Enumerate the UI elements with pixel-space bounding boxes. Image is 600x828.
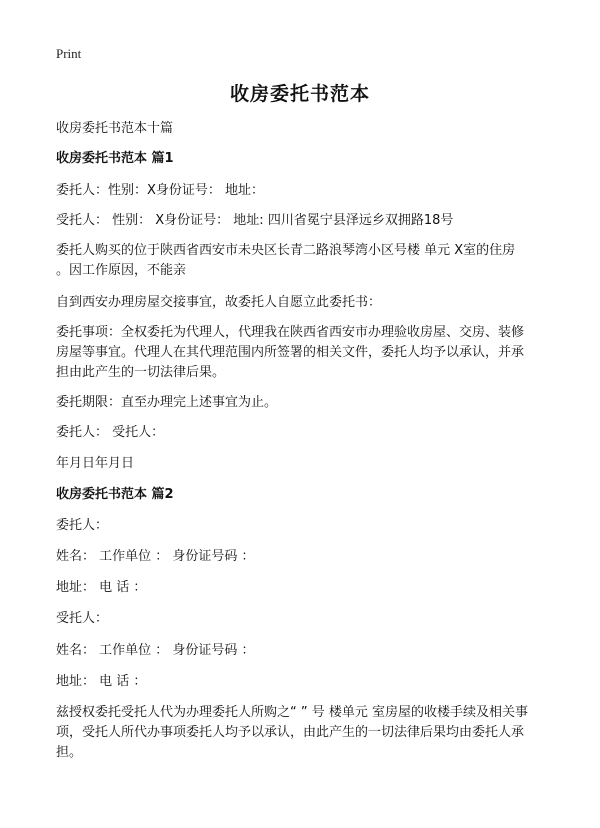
section-2-agent-address: 地址： 电 话 ：: [56, 674, 147, 689]
section-1-purchase-line-1: 委托人购买的位于陕西省西安市未央区长青二路浪琴湾小区号楼 单元 X室的住房: [56, 243, 516, 258]
print-link[interactable]: Print: [56, 46, 82, 61]
section-1-heading: 收房委托书范本 篇1: [56, 151, 174, 166]
section-2-authorization-line-2: 项，受托人所代办事项委托人均予以承认，由此产生的一切法律后果均由委托人承: [56, 725, 525, 740]
section-1-matters-line-1: 委托事项：全权委托为代理人，代理我在陕西省西安市办理验收房屋、交房、装修: [56, 325, 525, 340]
section-2-agent-info: 姓名： 工作单位 ： 身份证号码 ：: [56, 643, 255, 658]
section-2-agent-label: 受托人：: [56, 611, 109, 626]
section-1-dates: 年月日年月日: [56, 456, 135, 471]
section-1-period: 委托期限：直至办理完上述事宜为止。: [56, 395, 278, 410]
section-1-entrustor: 委托人：性别：X身份证号： 地址：: [56, 183, 265, 198]
section-2-authorization-line-3: 担。: [56, 745, 83, 760]
section-1-purchase-line-2: 。因工作原因，不能亲: [56, 263, 187, 278]
section-1-matters-line-2: 房屋等事宜。代理人在其代理范围内所签署的相关文件，委托人均予以承认，并承: [56, 345, 525, 360]
section-1-matters-line-3: 担由此产生的一切法律后果。: [56, 365, 226, 380]
section-1-self-statement: 自到西安办理房屋交接事宜，故委托人自愿立此委托书：: [56, 295, 382, 310]
section-2-authorization-line-1: 兹授权委托受托人代为办理委托人所购之“ ” 号 楼单元 室房屋的收楼手续及相关事: [56, 705, 528, 720]
section-1-agent: 受托人： 性别： X身份证号： 地址: 四川省冕宁县泽远乡双拥路18号: [56, 213, 454, 228]
section-2-entrustor-info: 姓名： 工作单位 ： 身份证号码 ：: [56, 549, 255, 564]
section-1-signatures: 委托人： 受托人：: [56, 425, 165, 440]
section-2-entrustor-label: 委托人：: [56, 518, 109, 533]
subtitle: 收房委托书范本十篇: [56, 121, 174, 136]
section-2-entrustor-address: 地址： 电 话 ：: [56, 580, 147, 595]
section-2-heading: 收房委托书范本 篇2: [56, 487, 174, 502]
page-title: 收房委托书范本: [229, 83, 370, 105]
